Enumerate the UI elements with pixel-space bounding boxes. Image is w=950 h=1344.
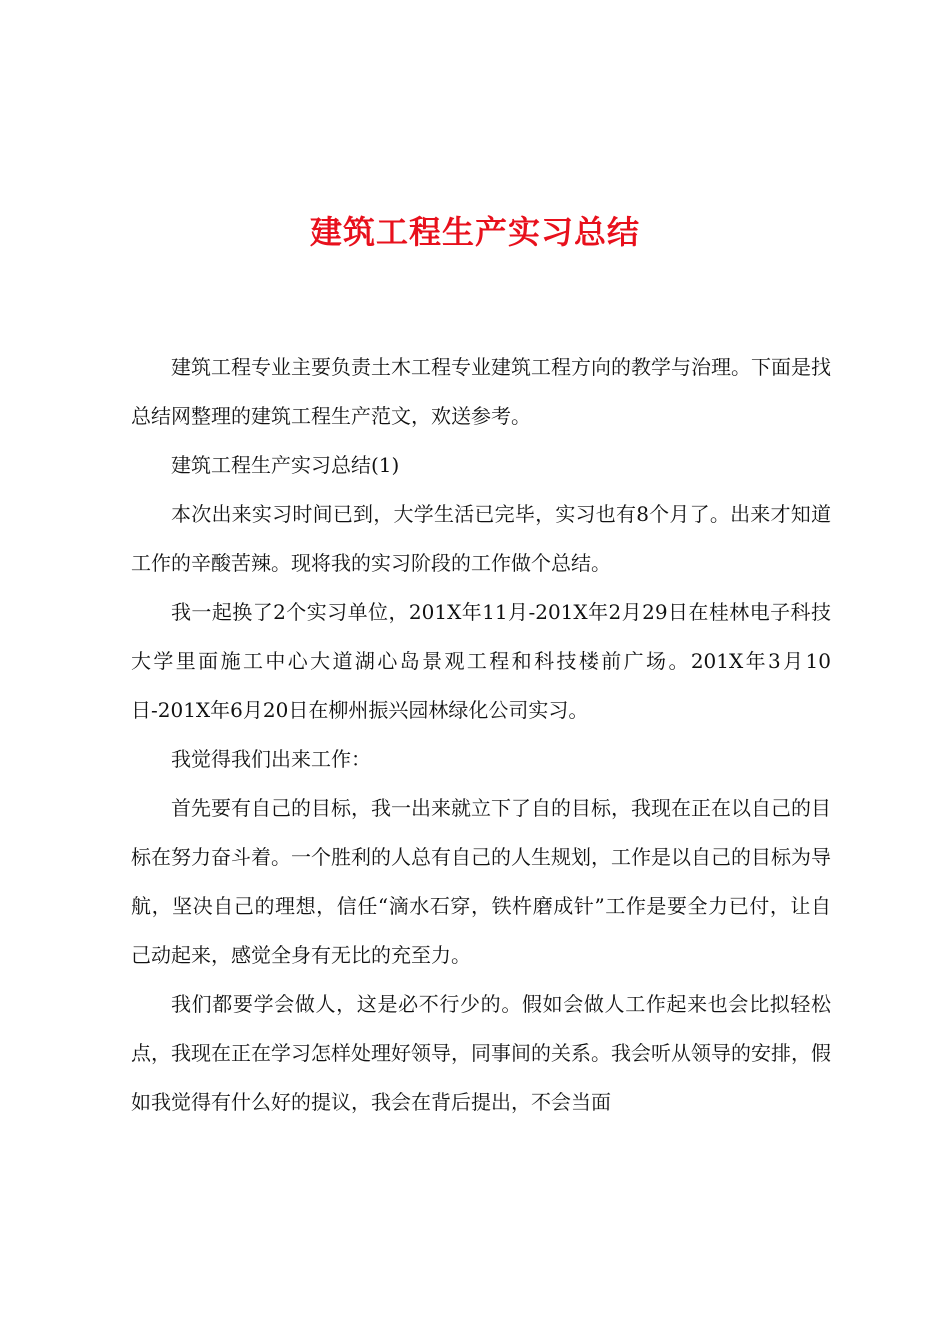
paragraph-goals: 首先要有自己的目标，我一出来就立下了自的目标，我现在正在以自己的目标在努力奋斗着。一个胜利的人总有自己的人生规划，工作是以自己的目标为导航，坚决自己的理想，信任“滴水石穿，铁杵磨成针”工作是要全力已付，让自己动起来，感觉全身有无比的充至力。: [131, 796, 831, 967]
paragraph-intro: 建筑工程专业主要负责土木工程专业建筑工程方向的教学与治理。下面是找总结网整理的建筑工程生产范文，欢送参考。: [131, 355, 831, 428]
document-body: [131, 343, 831, 1127]
paragraph-conduct: 我们都要学会做人，这是必不行少的。假如会做人工作起来也会比拟轻松点，我现在正在学习怎样处理好领导，同事间的关系。我会听从领导的安排，假如我觉得有什么好的提议，我会在背后提出，不会当面: [131, 992, 831, 1114]
paragraph-reflection-lead: 我觉得我们出来工作：: [171, 747, 371, 771]
paragraph-subtitle: 建筑工程生产实习总结(1): [171, 453, 400, 477]
paragraph-internship-time: 本次出来实习时间已到，大学生活已完毕，实习也有8个月了。出来才知道工作的辛酸苦辣。现将我的实习阶段的工作做个总结。: [131, 502, 831, 575]
document-title: 建筑工程生产实习总结: [309, 213, 640, 251]
paragraph-internship-units: 我一起换了2个实习单位，201X年11月-201X年2月29日在桂林电子科技大学里面施工中心大道湖心岛景观工程和科技楼前广场。201X年3月10日-201X年6月20日在柳州振兴园林绿化公司实习。: [131, 600, 831, 722]
